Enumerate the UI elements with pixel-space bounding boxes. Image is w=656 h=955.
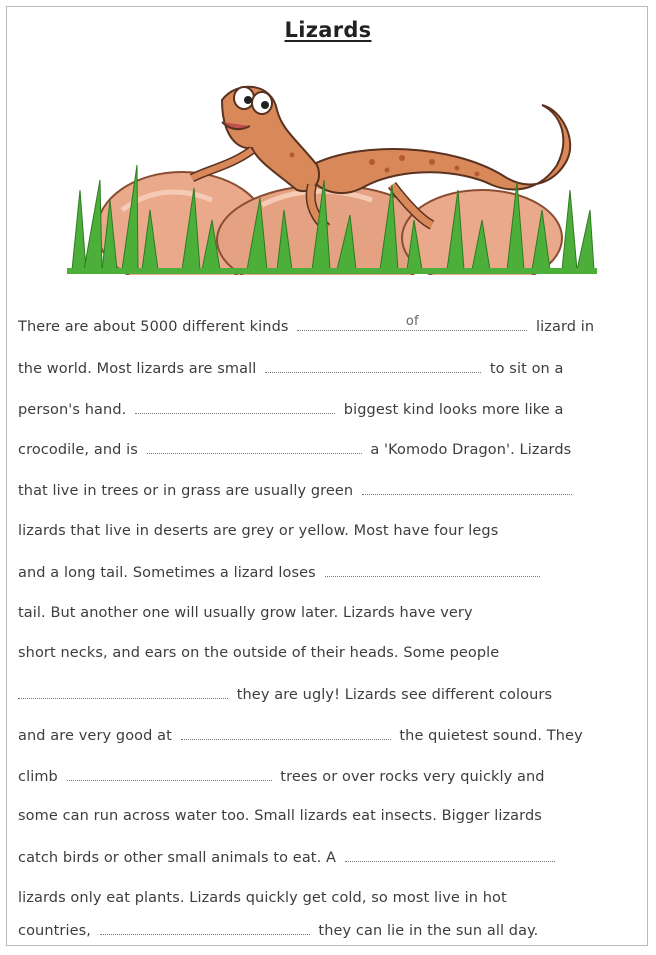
blank-10[interactable] xyxy=(345,849,555,862)
line-15-text-a: lizards only eat plants. Lizards quickly get cold, so most live in hot xyxy=(18,890,507,906)
line-11-text-a: and are very good at xyxy=(18,728,172,744)
text-line-8 xyxy=(18,605,473,621)
line-16-text-b: they can lie in the sun all day. xyxy=(318,923,539,939)
line-2-text-b: to sit on a xyxy=(489,361,564,377)
text-line-11 xyxy=(18,727,583,744)
line-8-text-a: tail. But another one will usually grow later. Lizards have very xyxy=(18,605,473,621)
blank-6[interactable] xyxy=(325,564,540,577)
text-line-13 xyxy=(18,808,542,824)
text-line-5 xyxy=(18,482,576,499)
blank-1[interactable] xyxy=(297,314,527,331)
text-line-3 xyxy=(18,401,563,418)
blank-3[interactable] xyxy=(135,401,335,414)
line-12-text-b: trees or over rocks very quickly and xyxy=(280,769,545,785)
text-line-4 xyxy=(18,441,571,458)
line-3-text-b: biggest kind looks more like a xyxy=(343,402,564,418)
line-3-text-a: person's hand. xyxy=(18,402,127,418)
line-1-text-a: There are about 5000 different kinds xyxy=(18,319,289,335)
blank-2[interactable] xyxy=(265,360,481,373)
line-2-text-a: the world. Most lizards are small xyxy=(18,361,257,377)
blank-1-word: of xyxy=(405,314,419,329)
line-9-text-a: short necks, and ears on the outside of their heads. Some people xyxy=(18,645,500,661)
blank-8[interactable] xyxy=(181,727,391,740)
line-12-text-a: climb xyxy=(18,769,58,785)
blank-11[interactable] xyxy=(100,922,310,935)
line-10-text-b: they are ugly! Lizards see different colours xyxy=(236,687,553,703)
text-line-14 xyxy=(18,849,559,866)
text-line-15 xyxy=(18,890,507,906)
line-14-text-a: catch birds or other small animals to eat. A xyxy=(18,850,337,866)
line-11-text-b: the quietest sound. They xyxy=(399,728,583,744)
text-line-16 xyxy=(18,922,538,939)
line-6-text-a: lizards that live in deserts are grey or yellow. Most have four legs xyxy=(18,523,499,539)
blank-5[interactable] xyxy=(362,482,572,495)
line-1-text-b: lizard in xyxy=(535,319,595,335)
worksheet-title: Lizards xyxy=(284,18,372,42)
line-7-text-a: and a long tail. Sometimes a lizard loses xyxy=(18,565,316,581)
line-16-text-a: countries, xyxy=(18,923,91,939)
text-line-12 xyxy=(18,768,545,785)
text-line-1 xyxy=(18,314,595,335)
line-4-text-a: crocodile, and is xyxy=(18,442,138,458)
blank-7[interactable] xyxy=(18,686,228,699)
lizard-on-rocks-illustration xyxy=(62,70,602,275)
text-line-6 xyxy=(18,523,498,539)
line-4-text-b: a 'Komodo Dragon'. Lizards xyxy=(370,442,572,458)
text-line-7 xyxy=(18,564,544,581)
text-line-10 xyxy=(18,686,552,703)
text-line-9 xyxy=(18,645,499,661)
line-13-text-a: some can run across water too. Small lizards eat insects. Bigger lizards xyxy=(18,808,542,824)
blank-4[interactable] xyxy=(147,441,362,454)
line-5-text-a: that live in trees or in grass are usually green xyxy=(18,483,354,499)
blank-9[interactable] xyxy=(67,768,272,781)
text-line-2 xyxy=(18,360,564,377)
